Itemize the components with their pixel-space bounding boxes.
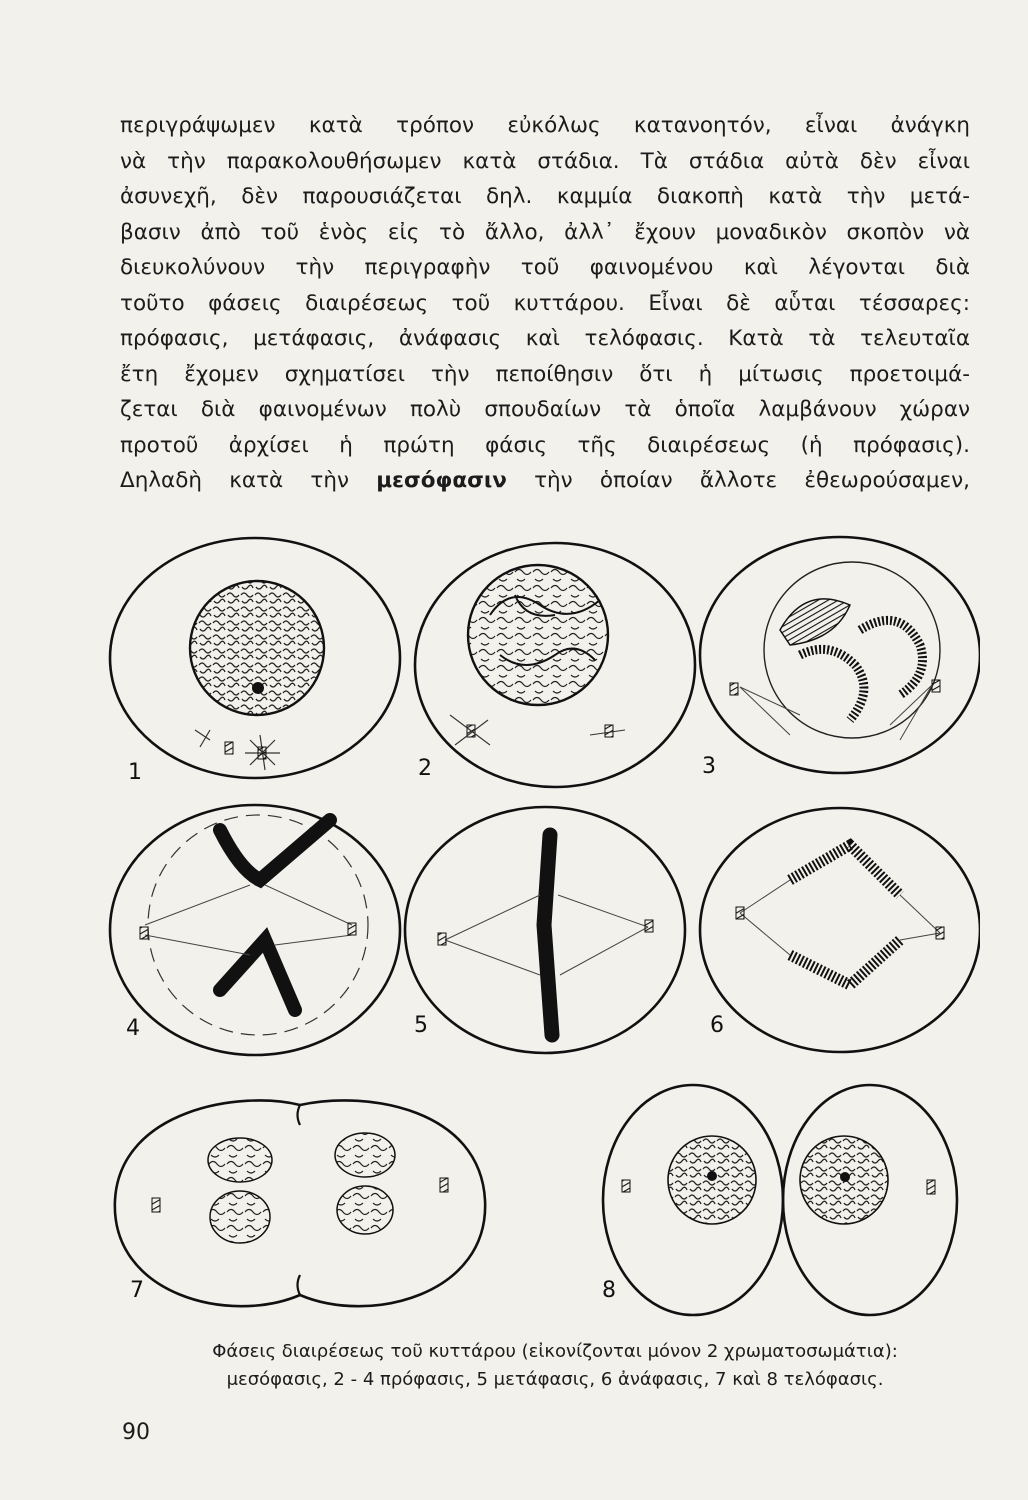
caption-line-2: μεσόφασις, 2 - 4 πρόφασις, 5 μετάφασις, 6 ἀνάφασις, 7 καὶ 8 τελόφασις. (226, 1369, 884, 1390)
mitosis-illustration (100, 535, 980, 1325)
figure-label-4: 4 (126, 1016, 140, 1041)
emphasized-term: μεσόφασιν (376, 468, 507, 493)
text-line: ἔτη ἔχομεν σχηματίσει τὴν πεποίθησιν ὅτι ἡ μίτωσις προετοιμά- (120, 361, 970, 387)
text-line: προτοῦ ἀρχίσει ἡ πρώτη φάσις τῆς διαιρέσεως (ἡ πρόφασις). (120, 432, 970, 458)
caption-line-1: Φάσεις διαιρέσεως τοῦ κυττάρου (εἰκονίζονται μόνον 2 χρωματοσωμάτια): (212, 1341, 898, 1362)
cell-2-prophase (415, 543, 695, 787)
figure-label-8: 8 (602, 1278, 616, 1303)
body-paragraph (120, 108, 970, 499)
figure-label-3: 3 (702, 754, 716, 779)
text-line: διευκολύνουν τὴν περιγραφὴν τοῦ φαινομένου καὶ λέγονται διὰ (120, 255, 970, 280)
text-line: ἀσυνεχῆ, δὲν παρουσιάζεται δηλ. καμμία διακοπὴ κατὰ τὴν μετά- (120, 184, 970, 209)
text-line: πρόφασις, μετάφασις, ἀνάφασις καὶ τελόφασις. Κατὰ τὰ τελευταῖα (120, 326, 970, 351)
text-fragment: Δηλαδὴ κατὰ τὴν (120, 468, 349, 493)
text-fragment: τὴν ὁποίαν ἄλλοτε ἐθεωρούσαμεν, (534, 468, 970, 493)
figure-caption (130, 1338, 980, 1394)
text-line: νὰ τὴν παρακολουθήσωμεν κατὰ στάδια. Τὰ στάδια αὐτὰ δὲν εἶναι (120, 148, 970, 174)
cell-6-anaphase (700, 808, 980, 1052)
figure-label-7: 7 (130, 1278, 144, 1303)
page-number: 90 (122, 1420, 150, 1445)
figure-label-5: 5 (414, 1013, 428, 1038)
cell-3-prophase (700, 537, 980, 779)
cell-4-prophase (110, 805, 400, 1055)
cell-1-interphase (110, 538, 400, 785)
text-line: ζεται διὰ φαινομένων πολὺ σπουδαίων τὰ ὁποῖα λαμβάνουν χώραν (120, 397, 970, 422)
text-line: τοῦτο φάσεις διαιρέσεως τοῦ κυττάρου. Εἶναι δὲ αὗται τέσσαρες: (120, 290, 970, 316)
figure-label-2: 2 (418, 756, 432, 781)
text-line: βασιν ἀπὸ τοῦ ἑνὸς εἰς τὸ ἄλλο, ἀλλ᾽ ἔχουν μοναδικὸν σκοπὸν νὰ (120, 219, 970, 245)
mitosis-figure (100, 535, 980, 1325)
figure-label-1: 1 (128, 760, 142, 785)
text-line: περιγράψωμεν κατὰ τρόπον εὐκόλως κατανοητόν, εἶναι ἀνάγκη (120, 113, 970, 138)
cell-7-telophase (115, 1100, 485, 1306)
cell-8-telophase (602, 1085, 957, 1315)
figure-label-6: 6 (710, 1013, 724, 1038)
cell-5-metaphase (405, 807, 685, 1053)
text-line-last (120, 463, 970, 499)
